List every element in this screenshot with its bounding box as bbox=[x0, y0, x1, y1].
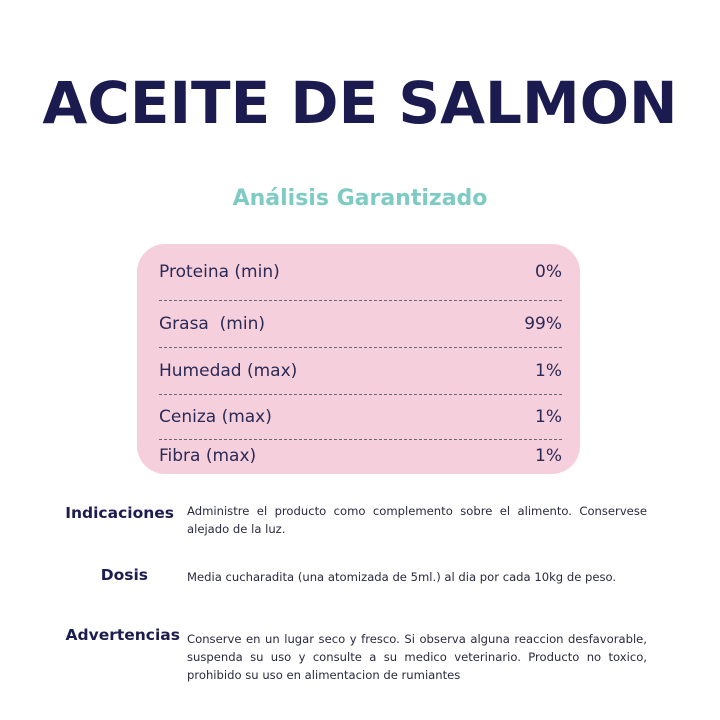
dosis-label: Dosis bbox=[100, 566, 148, 584]
analysis-label: Humedad (max) bbox=[159, 361, 298, 381]
analysis-row-humedad bbox=[159, 348, 562, 394]
analysis-row-grasa bbox=[159, 301, 562, 347]
analysis-label: Fibra (max) bbox=[159, 446, 257, 466]
advertencias-label: Advertencias bbox=[65, 626, 180, 644]
guaranteed-analysis-table bbox=[137, 244, 580, 474]
indicaciones-label: Indicaciones bbox=[65, 504, 174, 522]
analysis-value: 1% bbox=[535, 407, 562, 427]
dosis-text: Media cucharadita (una atomizada de 5ml.) al dia por cada 10kg de peso. bbox=[187, 570, 617, 584]
analysis-label: Ceniza (max) bbox=[159, 407, 272, 427]
advertencias-text: Conserve en un lugar seco y fresco. Si observa alguna reaccion desfavorable, suspenda su uso y consulte a su medico veterinario. Producto no toxico, prohibido su uso en alimentacion de rumiantes bbox=[187, 632, 647, 682]
analysis-row-ceniza bbox=[159, 395, 562, 439]
analysis-value: 1% bbox=[535, 361, 562, 381]
analysis-label: Grasa (min) bbox=[159, 314, 265, 334]
analysis-value: 0% bbox=[535, 262, 562, 282]
analysis-value: 99% bbox=[524, 314, 562, 334]
analysis-heading: Análisis Garantizado bbox=[232, 186, 488, 211]
analysis-label: Proteina (min) bbox=[159, 262, 280, 282]
analysis-row-fibra bbox=[159, 440, 562, 472]
analysis-row-proteina bbox=[159, 244, 562, 300]
product-title: ACEITE DE SALMON bbox=[42, 69, 678, 137]
analysis-value: 1% bbox=[535, 446, 562, 466]
indicaciones-text: Administre el producto como complemento sobre el alimento. Conservese alejado de la luz. bbox=[187, 504, 647, 536]
